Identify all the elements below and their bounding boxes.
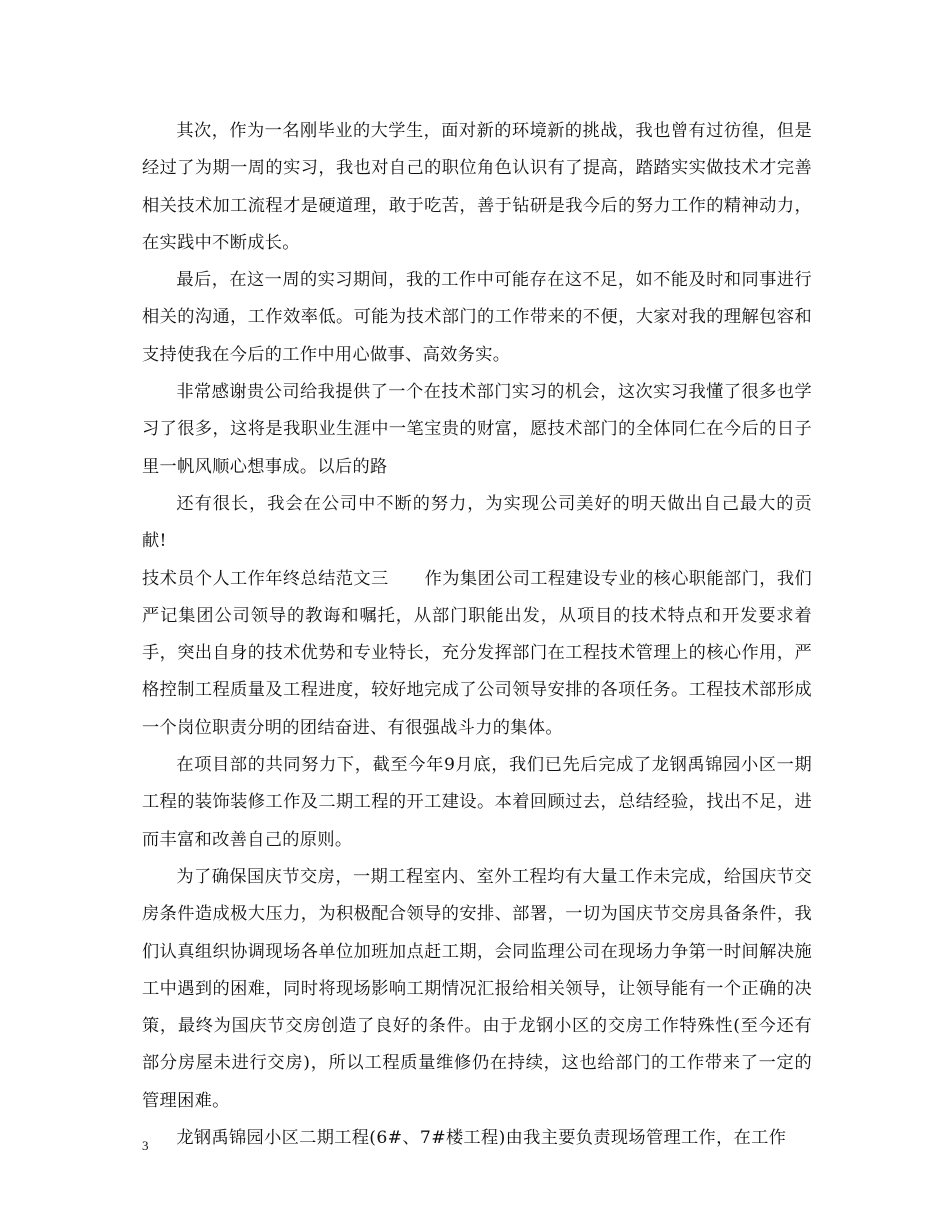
- section-heading: 技术员个人工作年终总结范文三: [142, 568, 389, 589]
- paragraph-progress: 在项目部的共同努力下，截至今年9月底，我们已先后完成了龙钢禹锦园小区一期工程的装饰装修工作及二期工程的开工建设。本着回顾过去，总结经验，找出不足，进而丰富和改善自己的原则。: [142, 755, 812, 850]
- paragraph-phase-two: 龙钢禹锦园小区二期工程(6#、7#楼工程)由我主要负责现场管理工作，在工作: [176, 1128, 787, 1149]
- section-three-intro: [142, 561, 812, 747]
- paragraph-reflection: 其次，作为一名刚毕业的大学生，面对新的环境新的挑战，我也曾有过彷徨，但是经过了为期一周的实习，我也对自己的职位角色认识有了提高，踏踏实实做技术才完善相关技术加工流程才是硬道理，敢于吃苦，善于钻研是我今后的努力工作的精神动力，在实践中不断成长。: [142, 121, 812, 253]
- paragraph-national-day: 为了确保国庆节交房，一期工程室内、室外工程均有大量工作未完成，给国庆节交房条件造成极大压力，为积极配合领导的安排、部署，一切为国庆节交房具备条件，我们认真组织协调现场各单位加班加点赶工期，会同监理公司在现场力争第一时间解决施工中遇到的困难，同时将现场影响工期情况汇报给相关领导，让领导能有一个正确的决策，最终为国庆节交房创造了良好的条件。由于龙钢小区的交房工作特殊性(至今还有部分房屋未进行交房)，所以工程质量维修仍在持续，这也给部门的工作带来了一定的管理困难。: [142, 866, 812, 1111]
- page-number: 3: [142, 1138, 149, 1153]
- paragraph-closing: 还有很长，我会在公司中不断的努力，为实现公司美好的明天做出自己最大的贡献!: [142, 493, 812, 552]
- paragraph-shortcomings: 最后，在这一周的实习期间，我的工作中可能存在这不足，如不能及时和同事进行相关的沟通，工作效率低。可能为技术部门的工作带来的不便，大家对我的理解包容和支持使我在今后的工作中用心做事、高效务实。: [142, 270, 812, 365]
- section-first-paragraph: 作为集团公司工程建设专业的核心职能部门，我们严记集团公司领导的教诲和嘱托，从部门职能出发，从项目的技术特点和开发要求着手，突出自身的技术优势和专业特长，充分发挥部门在工程技术管理上的核心作用，严格控制工程质量及工程进度，较好地完成了公司领导安排的各项任务。工程技术部形成一个岗位职责分明的团结奋进、有很强战斗力的集体。: [142, 568, 813, 738]
- paragraph-thanks: 非常感谢贵公司给我提供了一个在技术部门实习的机会，这次实习我懂了很多也学习了很多，这将是我职业生涯中一笔宝贵的财富，愿技术部门的全体同仁在今后的日子里一帆风顺心想事成。以后的路: [142, 382, 812, 477]
- document-body: [142, 113, 812, 1157]
